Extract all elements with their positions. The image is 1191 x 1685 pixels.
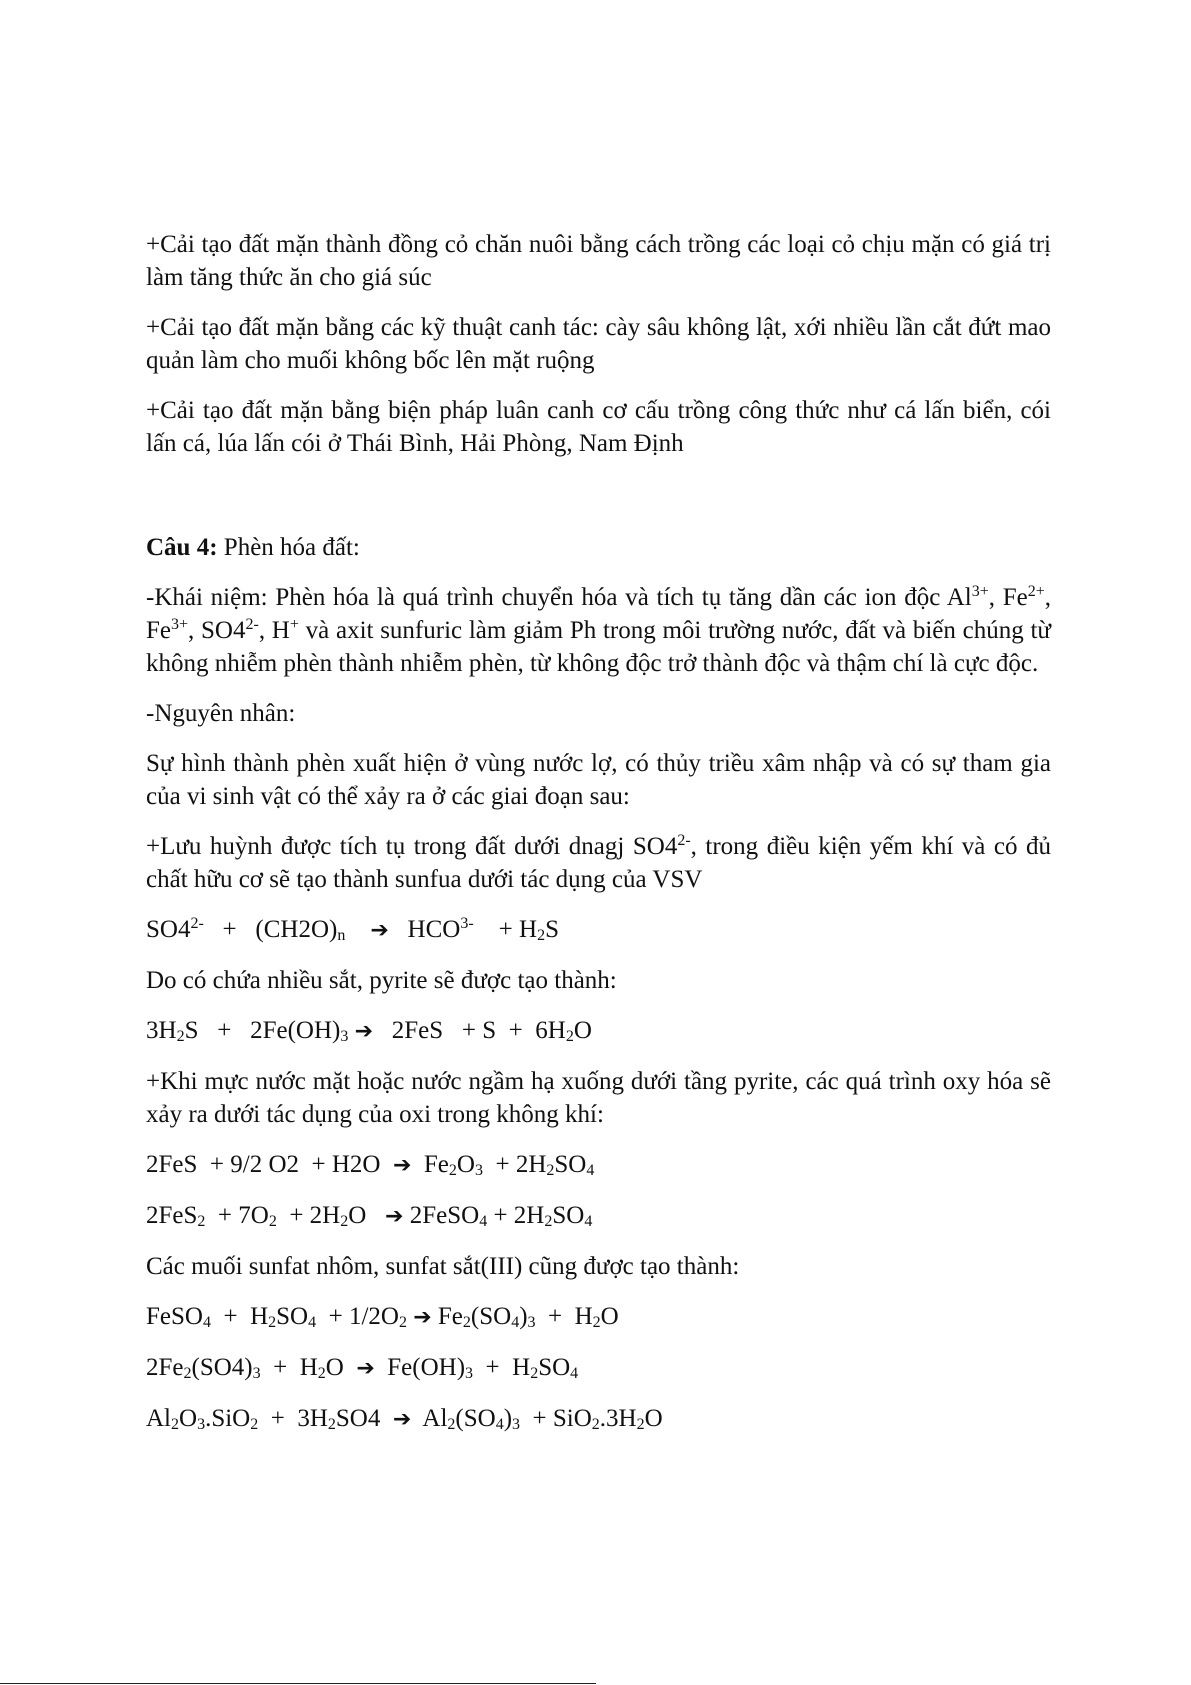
fe3-charge: 3+ [171, 616, 189, 633]
paragraph-intro-3: +Cải tạo đất mặn bằng biện pháp luân canh cơ cấu trồng công thức như cá lấn biển, cói lấn cá, lúa lấn cói ở Thái Bình, Hải Phòng, Nam Định [146, 397, 1051, 457]
so4-charge: 2- [245, 616, 259, 633]
equation-6: $2Fe_2(SO4)_3 + H_2O$ ➔ $Fe(OH)_3 + H_2SO_4$ [146, 1354, 579, 1382]
step1-charge: 2- [677, 832, 691, 849]
document-page [146, 228, 1051, 1453]
al-charge: 3+ [971, 583, 989, 600]
paragraph-intro-2: +Cải tạo đất mặn bằng các kỹ thuật canh tác: cày sâu không lật, xới nhiều lần cắt đứt mao quản làm cho muối không bốc lên mặt ruộng [146, 314, 1051, 374]
arrow-icon: ➔ [413, 1305, 432, 1330]
equation-5: FeSO$_4$ + $H_2SO_4 + 1/2O_2$ ➔ $Fe_2(SO_4)_3 + H_2O$ [146, 1303, 619, 1331]
equation-7: $Al_2O_3.SiO_2 + 3H_2SO4$ ➔ $Al_2(SO_4)_3 + SiO_2.3H_2O$ [146, 1405, 663, 1433]
concept-paragraph [146, 581, 1051, 680]
equation-1: $SO4^{2-} + (CH2O)_n$ ➔ $HCO^{3-}$ + $H_2S$ [146, 915, 559, 944]
step1-text-b: , trong điều kiện yếm khí và có đủ chất hữu cơ sẽ tạo thành sunfua dưới tác dụng của VSV [146, 833, 1052, 893]
fe2-charge: 2+ [1027, 583, 1045, 600]
arrow-icon: ➔ [385, 1204, 404, 1229]
step1-text-a: +Lưu huỳnh được tích tụ trong đất dưới dnagj SO4 [146, 833, 678, 860]
concept-text-b: , Fe [988, 584, 1028, 611]
paragraph-intro-1: +Cải tạo đất mặn thành đồng cỏ chăn nuôi bằng cách trồng các loại cỏ chịu mặn có giá trị làm tăng thức ăn cho giá súc [146, 231, 1051, 291]
step1-paragraph [146, 830, 1051, 896]
concept-text-a: -Khái niệm: Phèn hóa là quá trình chuyển hóa và tích tụ tăng dần các ion độc Al [146, 584, 972, 611]
equation-3: 2FeS + 9/2 O2 + H2O ➔ $Fe_2O_3 + 2H_2SO_4$ [146, 1151, 595, 1179]
section-heading [146, 531, 1051, 564]
sulfate-text: Các muối sunfat nhôm, sunfat sắt(III) cũng được tạo thành: [146, 1253, 740, 1280]
footer-divider [0, 1683, 596, 1684]
arrow-icon: ➔ [392, 1153, 412, 1178]
step2-text: +Khi mực nước mặt hoặc nước ngầm hạ xuống dưới tầng pyrite, các quá trình oxy hóa sẽ xảy ra dưới tác dụng của oxi trong không khí: [146, 1068, 1051, 1128]
arrow-icon: ➔ [370, 918, 389, 943]
cause-intro: Sự hình thành phèn xuất hiện ở vùng nước lợ, có thủy triều xâm nhập và có sự tham gia của vi sinh vật có thể xảy ra ở các giai đoạn sau: [146, 750, 1051, 810]
cause-label: -Nguyên nhân: [146, 700, 296, 727]
pyrite-text: Do có chứa nhiều sắt, pyrite sẽ được tạo thành: [146, 967, 617, 994]
arrow-icon: ➔ [354, 1019, 374, 1044]
equation-2: $3H_2S + 2Fe(OH)_3$ ➔ $2FeS + S + 6H_2O$ [146, 1017, 592, 1045]
concept-text-c: , Fe [146, 584, 1051, 644]
equation-4: $2FeS_2 + 7O_2 + 2H_2O$ ➔ 2FeSO$_4$ + $2H_2SO_4$ [146, 1202, 593, 1230]
concept-text-d: , SO4 [188, 617, 246, 644]
arrow-icon: ➔ [356, 1356, 375, 1381]
arrow-icon: ➔ [392, 1407, 412, 1432]
concept-text-e: , H [258, 617, 290, 644]
section-label: Câu 4: [146, 534, 218, 561]
section-title: Phèn hóa đất: [217, 534, 360, 561]
h-charge: + [289, 616, 299, 633]
concept-text-f: và axit sunfuric làm giảm Ph trong môi trường nước, đất và biến chúng từ không nhiễm phèn thành nhiễm phèn, từ không độc trở thành độc và thậm chí là cực độc. [146, 617, 1051, 677]
